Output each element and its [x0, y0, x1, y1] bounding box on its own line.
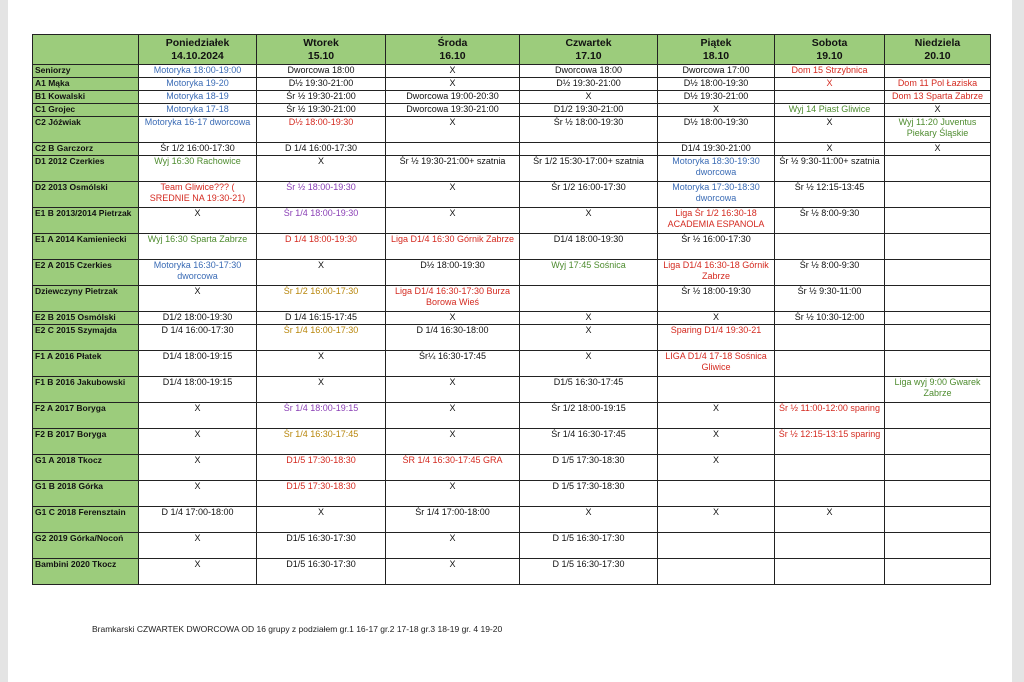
- schedule-cell: Liga wyj 9:00 Gwarek Zabrze: [885, 377, 991, 403]
- schedule-cell: D 1/4 16:00-17:30: [139, 325, 257, 351]
- schedule-cell: [885, 455, 991, 481]
- team-name: B1 Kowalski: [33, 91, 139, 104]
- schedule-cell: Motoryka 18:00-19:00: [139, 65, 257, 78]
- schedule-cell: [520, 143, 658, 156]
- schedule-cell: X: [139, 559, 257, 585]
- schedule-cell: [885, 325, 991, 351]
- schedule-cell: [775, 455, 885, 481]
- schedule-cell: X: [775, 117, 885, 143]
- schedule-cell: X: [386, 377, 520, 403]
- schedule-cell: Wyj 11:20 Juventus Piekary Śląskie: [885, 117, 991, 143]
- schedule-cell: D1/5 16:30-17:30: [257, 533, 386, 559]
- schedule-cell: [658, 481, 775, 507]
- schedule-cell: X: [139, 429, 257, 455]
- schedule-cell: Śr ½ 8:00-9:30: [775, 208, 885, 234]
- schedule-cell: D½ 19:30-21:00: [257, 78, 386, 91]
- schedule-cell: X: [139, 533, 257, 559]
- schedule-cell: X: [386, 429, 520, 455]
- schedule-cell: [775, 351, 885, 377]
- table-row: [33, 559, 991, 585]
- schedule-cell: Śr 1/2 16:00-17:30: [139, 143, 257, 156]
- schedule-cell: Motoryka 16-17 dworcowa: [139, 117, 257, 143]
- schedule-cell: D1/5 17:30-18:30: [257, 455, 386, 481]
- schedule-cell: Śr 1/4 16:30-17:45: [257, 429, 386, 455]
- schedule-cell: Liga D1/4 16:30-18 Górnik Zabrze: [658, 260, 775, 286]
- schedule-cell: [885, 182, 991, 208]
- schedule-cell: ŚR 1/4 16:30-17:45 GRA: [386, 455, 520, 481]
- team-name: E1 B 2013/2014 Pietrzak: [33, 208, 139, 234]
- schedule-cell: Liga D1/4 16:30 Górnik Zabrze: [386, 234, 520, 260]
- team-name: D2 2013 Osmólski: [33, 182, 139, 208]
- schedule-cell: X: [386, 481, 520, 507]
- schedule-cell: Śr ½ 12:15-13:45: [775, 182, 885, 208]
- day-name: Czwartek: [565, 36, 612, 49]
- table-row: [33, 117, 991, 143]
- schedule-cell: Motoryka 17-18: [139, 104, 257, 117]
- schedule-cell: [520, 286, 658, 312]
- schedule-cell: X: [658, 104, 775, 117]
- schedule-cell: [885, 351, 991, 377]
- team-name: C1 Grojec: [33, 104, 139, 117]
- table-row: [33, 78, 991, 91]
- schedule-cell: Śr ½ 10:30-12:00: [775, 312, 885, 325]
- team-name: E2 B 2015 Osmólski: [33, 312, 139, 325]
- schedule-cell: X: [386, 559, 520, 585]
- schedule-cell: X: [257, 260, 386, 286]
- schedule-cell: X: [139, 403, 257, 429]
- schedule-cell: D 1/5 16:30-17:30: [520, 559, 658, 585]
- day-name: Sobota: [811, 36, 848, 49]
- table-row: [33, 455, 991, 481]
- corner-cell: [33, 35, 139, 65]
- schedule-cell: [775, 481, 885, 507]
- schedule-cell: X: [658, 429, 775, 455]
- schedule-cell: X: [386, 65, 520, 78]
- table-row: [33, 208, 991, 234]
- schedule-cell: Śr 1/2 16:00-17:30: [520, 182, 658, 208]
- day-name: Niedziela: [914, 36, 961, 49]
- day-date: 16.10: [439, 49, 466, 62]
- schedule-cell: X: [520, 208, 658, 234]
- schedule-cell: X: [658, 507, 775, 533]
- schedule-cell: Wyj 17:45 Sośnica: [520, 260, 658, 286]
- schedule-cell: Wyj 14 Piast Gliwice: [775, 104, 885, 117]
- schedule-cell: D1/2 19:30-21:00: [520, 104, 658, 117]
- schedule-cell: X: [386, 312, 520, 325]
- schedule-cell: X: [520, 312, 658, 325]
- schedule-cell: D½ 19:30-21:00: [658, 91, 775, 104]
- schedule-cell: [658, 559, 775, 585]
- team-name: E1 A 2014 Kamieniecki: [33, 234, 139, 260]
- table-row: [33, 182, 991, 208]
- schedule-cell: Śr ½ 18:00-19:30: [658, 286, 775, 312]
- schedule-cell: D½ 18:00-19:30: [658, 117, 775, 143]
- schedule-cell: Dom 13 Sparta Zabrze: [885, 91, 991, 104]
- schedule-cell: Dworcowa 18:00: [520, 65, 658, 78]
- table-row: [33, 104, 991, 117]
- schedule-cell: [885, 429, 991, 455]
- header-row: [33, 35, 991, 65]
- schedule-cell: [386, 143, 520, 156]
- team-name: G1 A 2018 Tkocz: [33, 455, 139, 481]
- schedule-cell: Śr ½ 19:30-21:00+ szatnia: [386, 156, 520, 182]
- team-name: F1 A 2016 Płatek: [33, 351, 139, 377]
- schedule-cell: D½ 18:00-19:30: [257, 117, 386, 143]
- schedule-cell: [775, 377, 885, 403]
- table-row: [33, 481, 991, 507]
- schedule-cell: Śr 1/2 16:00-17:30: [257, 286, 386, 312]
- schedule-cell: Śr 1/2 18:00-19:15: [520, 403, 658, 429]
- day-header: [520, 35, 658, 65]
- schedule-cell: D1/2 18:00-19:30: [139, 312, 257, 325]
- schedule-cell: Dworcowa 19:00-20:30: [386, 91, 520, 104]
- team-name: A1 Mąka: [33, 78, 139, 91]
- page-left-margin: [0, 0, 8, 682]
- schedule-cell: Dom 15 Strzybnica: [775, 65, 885, 78]
- team-name: F2 B 2017 Boryga: [33, 429, 139, 455]
- schedule-cell: D1/4 18:00-19:15: [139, 351, 257, 377]
- team-name: G1 B 2018 Górka: [33, 481, 139, 507]
- table-row: [33, 312, 991, 325]
- schedule-cell: X: [386, 182, 520, 208]
- schedule-cell: [885, 234, 991, 260]
- schedule-cell: X: [139, 455, 257, 481]
- schedule-cell: D1/4 18:00-19:15: [139, 377, 257, 403]
- schedule-cell: [775, 91, 885, 104]
- schedule-cell: [885, 260, 991, 286]
- schedule-cell: Team Gliwice??? ( SREDNIE NA 19:30-21): [139, 182, 257, 208]
- schedule-cell: [885, 312, 991, 325]
- schedule-cell: Wyj 16:30 Rachowice: [139, 156, 257, 182]
- team-name: D1 2012 Czerkies: [33, 156, 139, 182]
- table-row: [33, 286, 991, 312]
- schedule-cell: D 1/4 18:00-19:30: [257, 234, 386, 260]
- schedule-cell: Motoryka 18-19: [139, 91, 257, 104]
- schedule-cell: D1/5 16:30-17:30: [257, 559, 386, 585]
- schedule-cell: [885, 65, 991, 78]
- schedule-cell: Śr 1/4 18:00-19:15: [257, 403, 386, 429]
- schedule-cell: [885, 481, 991, 507]
- schedule-cell: Śr ½ 19:30-21:00: [257, 91, 386, 104]
- schedule-cell: Dworcowa 18:00: [257, 65, 386, 78]
- schedule-cell: X: [520, 91, 658, 104]
- schedule-cell: X: [386, 403, 520, 429]
- schedule-cell: X: [386, 117, 520, 143]
- table-row: [33, 325, 991, 351]
- schedule-body: [33, 65, 991, 585]
- day-name: Poniedziałek: [165, 36, 230, 49]
- team-name: Dziewczyny Pietrzak: [33, 286, 139, 312]
- day-header: [658, 35, 775, 65]
- day-header: [386, 35, 520, 65]
- schedule-cell: D 1/4 16:15-17:45: [257, 312, 386, 325]
- schedule-cell: Śr 1/4 16:30-17:45: [520, 429, 658, 455]
- schedule-cell: Śr 1/2 15:30-17:00+ szatnia: [520, 156, 658, 182]
- schedule-cell: Dom 11 Pol Łaziska: [885, 78, 991, 91]
- table-row: [33, 403, 991, 429]
- schedule-cell: X: [139, 481, 257, 507]
- schedule-cell: D 1/5 17:30-18:30: [520, 455, 658, 481]
- schedule-cell: Wyj 16:30 Sparta Zabrze: [139, 234, 257, 260]
- schedule-cell: X: [775, 143, 885, 156]
- schedule-cell: X: [520, 351, 658, 377]
- team-name: G2 2019 Górka/Nocoń: [33, 533, 139, 559]
- schedule-cell: [885, 156, 991, 182]
- schedule-cell: Sparing D1/4 19:30-21: [658, 325, 775, 351]
- day-header: [257, 35, 386, 65]
- schedule-cell: [658, 377, 775, 403]
- schedule-cell: Motoryka 18:30-19:30 dworcowa: [658, 156, 775, 182]
- schedule-cell: Motoryka 17:30-18:30 dworcowa: [658, 182, 775, 208]
- schedule-cell: X: [885, 143, 991, 156]
- schedule-cell: D 1/4 17:00-18:00: [139, 507, 257, 533]
- schedule-cell: X: [658, 403, 775, 429]
- schedule-cell: X: [386, 78, 520, 91]
- schedule-cell: [885, 403, 991, 429]
- schedule-cell: Dworcowa 17:00: [658, 65, 775, 78]
- schedule-cell: [658, 533, 775, 559]
- schedule-cell: Liga D1/4 16:30-17:30 Burza Borowa Wieś: [386, 286, 520, 312]
- table-row: [33, 65, 991, 78]
- schedule-cell: X: [885, 104, 991, 117]
- schedule-cell: X: [139, 208, 257, 234]
- schedule-cell: X: [658, 455, 775, 481]
- schedule-cell: Śr ½ 16:00-17:30: [658, 234, 775, 260]
- schedule-cell: D½ 19:30-21:00: [520, 78, 658, 91]
- schedule-cell: [885, 559, 991, 585]
- day-date: 14.10.2024: [171, 49, 224, 62]
- schedule-cell: Śr 1/4 17:00-18:00: [386, 507, 520, 533]
- schedule-cell: D1/4 18:00-19:30: [520, 234, 658, 260]
- table-row: [33, 533, 991, 559]
- day-date: 20.10: [924, 49, 951, 62]
- schedule-cell: Śr ½ 12:15-13:15 sparing: [775, 429, 885, 455]
- table-row: [33, 429, 991, 455]
- day-date: 18.10: [702, 49, 730, 62]
- day-name: Środa: [437, 36, 468, 49]
- schedule-cell: X: [257, 377, 386, 403]
- schedule-cell: [775, 533, 885, 559]
- schedule-cell: X: [775, 507, 885, 533]
- schedule-cell: D½ 18:00-19:30: [658, 78, 775, 91]
- day-date: 19.10: [816, 49, 843, 62]
- table-row: [33, 351, 991, 377]
- schedule-cell: Śr ½ 9:30-11:00: [775, 286, 885, 312]
- team-name: F2 A 2017 Boryga: [33, 403, 139, 429]
- team-name: G1 C 2018 Ferensztain: [33, 507, 139, 533]
- schedule-cell: X: [775, 78, 885, 91]
- schedule-cell: [775, 325, 885, 351]
- day-header: [139, 35, 257, 65]
- team-name: Bambini 2020 Tkocz: [33, 559, 139, 585]
- schedule-cell: X: [520, 507, 658, 533]
- table-row: [33, 143, 991, 156]
- schedule-cell: Śr 1/4 18:00-19:30: [257, 208, 386, 234]
- schedule-cell: Śr ½ 18:00-19:30: [520, 117, 658, 143]
- day-header: [885, 35, 991, 65]
- schedule-cell: Motoryka 19-20: [139, 78, 257, 91]
- schedule-cell: [775, 559, 885, 585]
- schedule-cell: Śr ½ 18:00-19:30: [257, 182, 386, 208]
- schedule-cell: X: [386, 533, 520, 559]
- schedule-cell: [885, 286, 991, 312]
- team-name: E2 A 2015 Czerkies: [33, 260, 139, 286]
- table-row: [33, 234, 991, 260]
- day-header: [775, 35, 885, 65]
- schedule-cell: D1/5 17:30-18:30: [257, 481, 386, 507]
- schedule-cell: Śr ½ 9:30-11:00+ szatnia: [775, 156, 885, 182]
- schedule-cell: X: [658, 312, 775, 325]
- team-name: Seniorzy: [33, 65, 139, 78]
- schedule-cell: Śr¼ 16:30-17:45: [386, 351, 520, 377]
- schedule-cell: Śr ½ 8:00-9:30: [775, 260, 885, 286]
- schedule-cell: D 1/4 16:30-18:00: [386, 325, 520, 351]
- team-name: E2 C 2015 Szymajda: [33, 325, 139, 351]
- page-right-margin: [1012, 0, 1024, 682]
- schedule-cell: D1/5 16:30-17:45: [520, 377, 658, 403]
- day-date: 15.10: [307, 49, 335, 62]
- schedule-cell: X: [257, 351, 386, 377]
- team-name: C2 Jóźwiak: [33, 117, 139, 143]
- schedule-cell: [885, 507, 991, 533]
- schedule-cell: X: [139, 286, 257, 312]
- table-row: [33, 507, 991, 533]
- schedule-cell: X: [257, 156, 386, 182]
- table-row: [33, 260, 991, 286]
- schedule-cell: D 1/4 16:00-17:30: [257, 143, 386, 156]
- schedule-cell: [885, 533, 991, 559]
- schedule-cell: [885, 208, 991, 234]
- schedule-cell: Motoryka 16:30-17:30 dworcowa: [139, 260, 257, 286]
- schedule-table: [32, 34, 991, 585]
- schedule-cell: Liga Śr 1/2 16:30-18 ACADEMIA ESPANOLA: [658, 208, 775, 234]
- footnote: Bramkarski CZWARTEK DWORCOWA OD 16 grupy z podziałem gr.1 16-17 gr.2 17-18 gr.3 18-19 gr. 4 19-20: [92, 624, 503, 634]
- schedule-cell: X: [386, 208, 520, 234]
- schedule-cell: Śr ½ 19:30-21:00: [257, 104, 386, 117]
- schedule-cell: Śr ½ 11:00-12:00 sparing: [775, 403, 885, 429]
- day-date: 17.10: [575, 49, 602, 62]
- team-name: C2 B Garczorz: [33, 143, 139, 156]
- schedule-cell: Dworcowa 19:30-21:00: [386, 104, 520, 117]
- schedule-cell: D1/4 19:30-21:00: [658, 143, 775, 156]
- schedule-cell: LIGA D1/4 17-18 Sośnica Gliwice: [658, 351, 775, 377]
- schedule-cell: [775, 234, 885, 260]
- schedule-cell: Śr 1/4 16:00-17:30: [257, 325, 386, 351]
- schedule-cell: D 1/5 17:30-18:30: [520, 481, 658, 507]
- table-row: [33, 156, 991, 182]
- table-row: [33, 91, 991, 104]
- schedule-cell: D 1/5 16:30-17:30: [520, 533, 658, 559]
- schedule-cell: D½ 18:00-19:30: [386, 260, 520, 286]
- table-row: [33, 377, 991, 403]
- schedule-cell: X: [520, 325, 658, 351]
- day-name: Piątek: [700, 36, 732, 49]
- day-name: Wtorek: [303, 36, 339, 49]
- schedule-cell: X: [257, 507, 386, 533]
- team-name: F1 B 2016 Jakubowski: [33, 377, 139, 403]
